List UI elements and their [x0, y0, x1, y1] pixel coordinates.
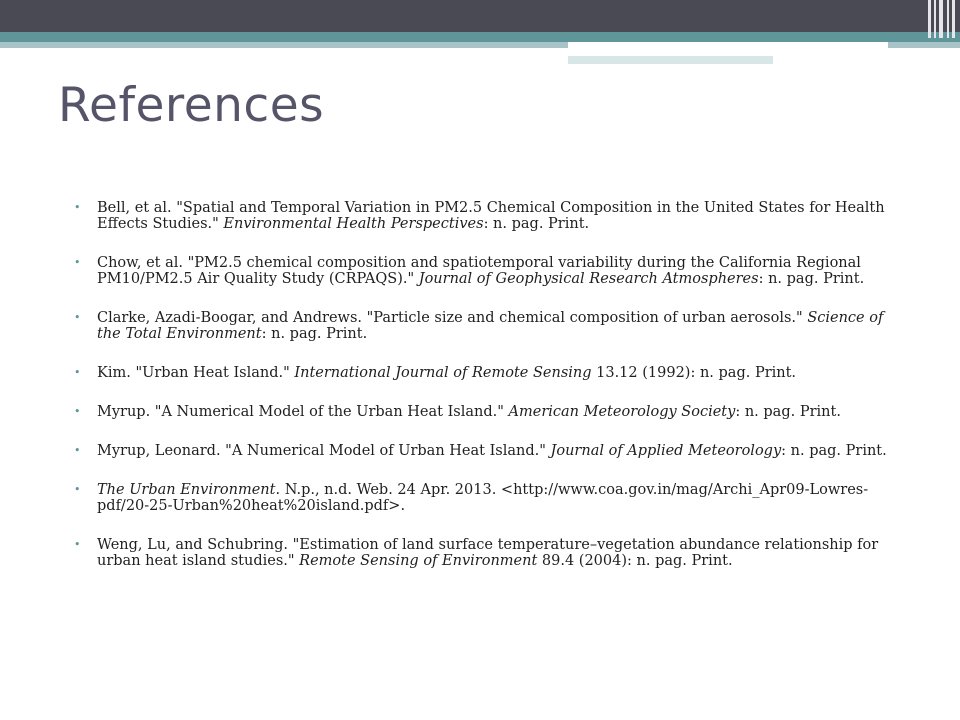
reference-segment: Myrup, Leonard. "A Numerical Model of Urban Heat Island." [97, 443, 551, 459]
reference-text [97, 255, 902, 287]
reference-item [72, 365, 902, 381]
bullet-icon: • [74, 201, 81, 214]
bullet-icon: • [74, 405, 81, 418]
reference-list [72, 200, 902, 569]
reference-text [97, 200, 902, 232]
header-band [0, 0, 960, 32]
reference-segment: . N.p., n.d. Web. 24 Apr. 2013. <http://www.coa.gov.in/mag/Archi_Apr09-Lowres-pdf/20-25-Urban%20heat%20island.pdf>. [97, 482, 869, 514]
reference-text [97, 404, 902, 420]
reference-segment: : n. pag. Print. [758, 271, 865, 287]
reference-segment: Bell, et al. "Spatial and Temporal Variation in PM2.5 Chemical Composition in the United States for Health Effects Studies." [97, 200, 885, 232]
page-title: References [58, 78, 325, 133]
bullet-icon: • [74, 538, 81, 551]
reference-segment: 89.4 (2004): n. pag. Print. [537, 553, 733, 569]
reference-source-title: Journal of Applied Meteorology [550, 443, 782, 459]
reference-text [97, 482, 902, 514]
reference-item [72, 482, 902, 514]
bullet-icon: • [74, 311, 81, 324]
reference-segment: Myrup. "A Numerical Model of the Urban Heat Island." [97, 404, 509, 420]
bullet-icon: • [74, 483, 81, 496]
reference-segment: Weng, Lu, and Schubring. "Estimation of land surface temperature–vegetation abundance relationship for urban heat island studies." [97, 537, 879, 569]
bullet-icon: • [74, 444, 81, 457]
reference-text [97, 537, 902, 569]
header-stripe [0, 32, 960, 42]
reference-source-title: Environmental Health Perspectives [223, 216, 484, 232]
reference-segment: Kim. "Urban Heat Island." [97, 365, 295, 381]
reference-source-title: Journal of Geophysical Research Atmospheres [418, 271, 759, 287]
header-tab-accent [568, 42, 888, 56]
reference-item [72, 255, 902, 287]
bullet-icon: • [74, 366, 81, 379]
reference-segment: : n. pag. Print. [735, 404, 841, 420]
reference-source-title: American Meteorology Society [508, 404, 736, 420]
reference-segment: : n. pag. Print. [261, 326, 368, 342]
reference-text [97, 365, 902, 381]
reference-item [72, 443, 902, 459]
reference-segment: Chow, et al. "PM2.5 chemical composition and spatiotemporal variability during the California Regional PM10/PM2.5 Air Quality Study (CRPAQS)." [97, 255, 861, 287]
reference-item [72, 310, 902, 342]
reference-source-title: Remote Sensing of Environment [299, 553, 538, 569]
reference-source-title: Science of the Total Environment [97, 310, 884, 342]
bullet-icon: • [74, 256, 81, 269]
reference-source-title: International Journal of Remote Sensing [294, 365, 592, 381]
reference-segment: : n. pag. Print. [483, 216, 590, 232]
reference-source-title: The Urban Environment [97, 482, 276, 498]
reference-item [72, 404, 902, 420]
reference-segment: : n. pag. Print. [781, 443, 887, 459]
reference-item [72, 200, 902, 232]
reference-item [72, 537, 902, 569]
reference-text [97, 443, 902, 459]
reference-segment: Clarke, Azadi-Boogar, and Andrews. "Particle size and chemical composition of urban aerosols." [97, 310, 808, 326]
corner-decoration [924, 0, 960, 38]
header-tab-accent-lower [568, 56, 773, 64]
reference-text [97, 310, 902, 342]
reference-segment: 13.12 (1992): n. pag. Print. [591, 365, 797, 381]
